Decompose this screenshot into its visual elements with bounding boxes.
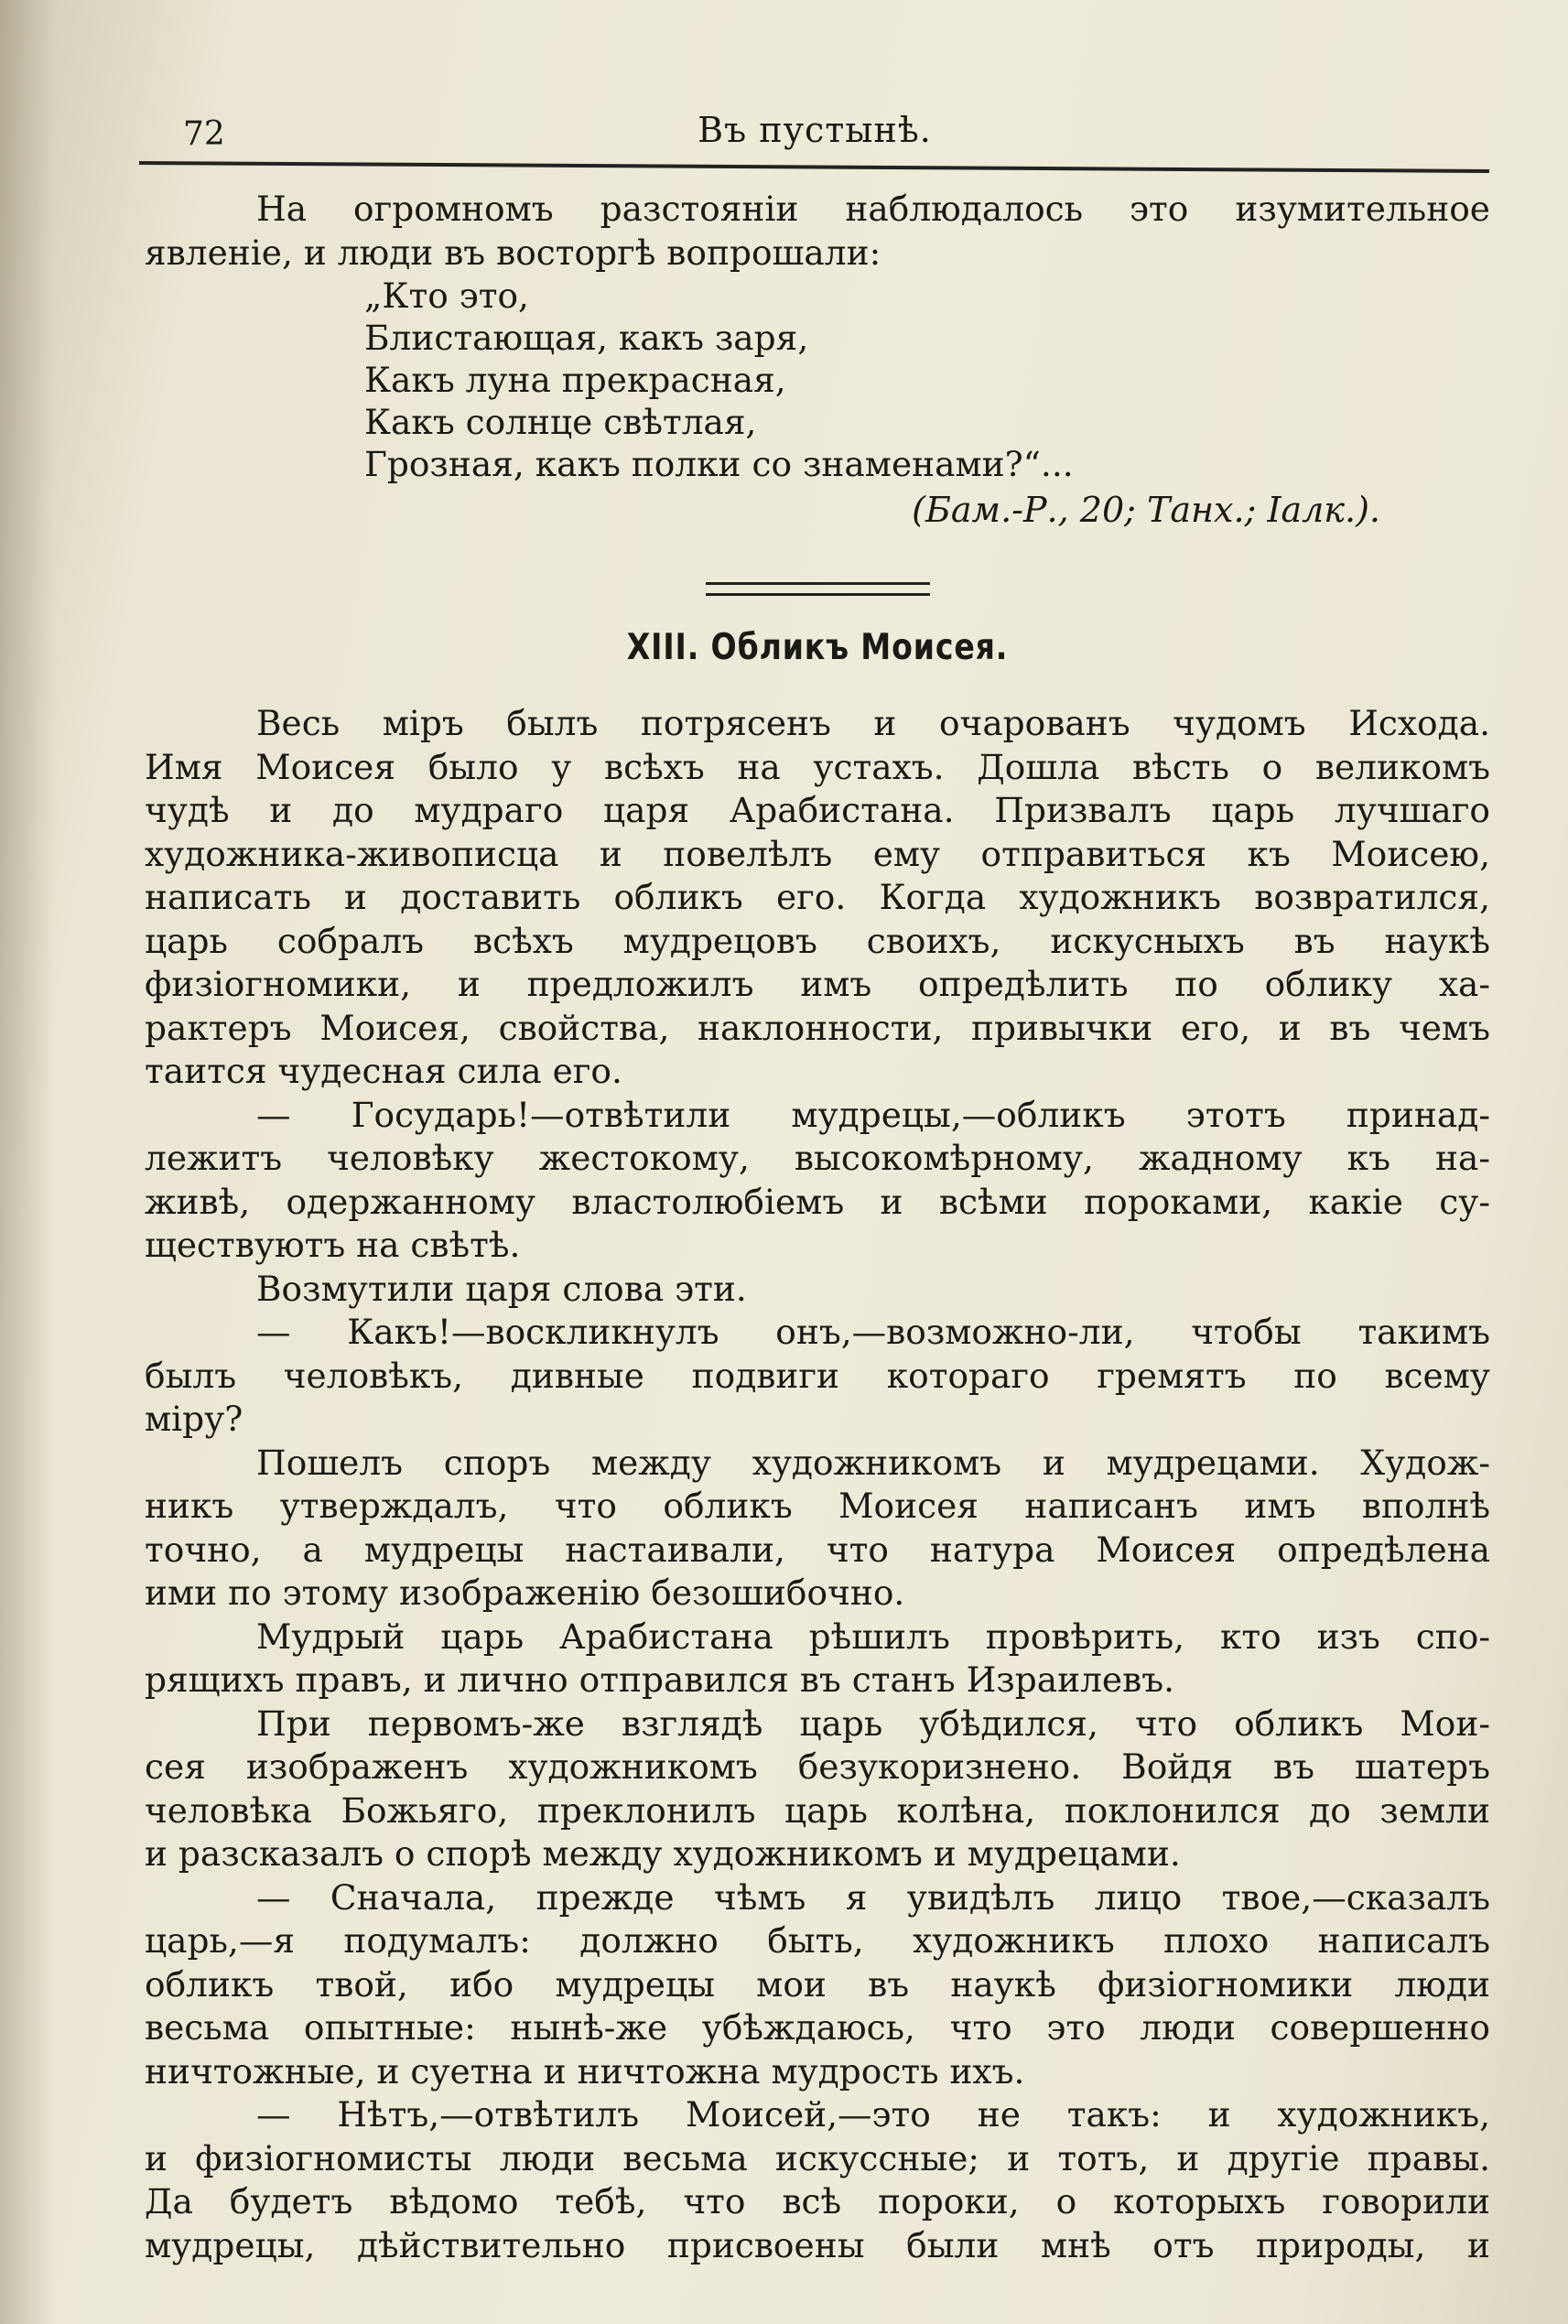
text-line: ими по этому изображенію безошибочно.	[145, 1573, 905, 1613]
running-title: Въ пустынѣ.	[697, 110, 932, 150]
paragraph	[145, 1876, 1490, 2094]
text-line: Пошелъ споръ между художникомъ и мудрецами. Худож-	[256, 1442, 1490, 1483]
page-number: 72	[183, 115, 225, 153]
text-line: обликъ твой, ибо мудрецы мои въ наукѣ физіогномики люди	[145, 1963, 1490, 2005]
text-line: человѣка Божьяго, преклонилъ царь колѣна, поклонился до земли	[145, 1789, 1490, 1831]
text-line: лежитъ человѣку жестокому, высокомѣрному, жадному къ на-	[145, 1138, 1490, 1178]
text-line: — Сначала, прежде чѣмъ я увидѣлъ лицо твое,—сказалъ	[256, 1876, 1490, 1918]
text-line: художника-живописца и повелѣлъ ему отправиться къ Моисею,	[145, 833, 1490, 874]
spine-shadow	[0, 0, 55, 2324]
verse-line: Грозная, какъ полки со знаменами?“...	[364, 444, 1074, 484]
text-line: ничтожные, и суетна и ничтожна мудрость ихъ.	[145, 2050, 1025, 2092]
text-line: — Нѣтъ,—отвѣтилъ Моисей,—это не такъ: и художникъ,	[256, 2094, 1490, 2135]
paragraph	[145, 1442, 1490, 1616]
text-line: и разсказалъ о спорѣ между художникомъ и мудрецами.	[145, 1833, 1181, 1874]
text-line: Возмутили царя слова эти.	[256, 1268, 747, 1309]
text-line: ществуютъ на свѣтѣ.	[145, 1225, 521, 1265]
paragraph	[145, 2093, 1490, 2267]
text-line: точно, а мудрецы настаивали, что натура Моисея опредѣлена	[145, 1529, 1490, 1570]
text-line: рактеръ Моисея, свойства, наклонности, привычки его, и въ чемъ	[145, 1007, 1490, 1048]
verse-line: „Кто это,	[364, 276, 529, 316]
verse-quote	[145, 275, 1490, 485]
text-line: чудѣ и до мудраго царя Арабистана. Призвалъ царь лучшаго	[145, 790, 1490, 830]
paragraph	[145, 1616, 1490, 1702]
section-heading: XIII. Обликъ Моисея.	[626, 627, 1009, 668]
paragraph	[145, 1702, 1490, 1876]
verse-line: Блистающая, какъ заря,	[364, 318, 809, 358]
page-header	[137, 103, 1492, 167]
text-line: живѣ, одержанному властолюбіемъ и всѣми пороками, какіе су-	[145, 1181, 1490, 1222]
paragraph	[145, 1311, 1490, 1442]
text-line: былъ человѣкъ, дивные подвиги котораго гремятъ по всему	[145, 1355, 1490, 1396]
paragraph	[145, 702, 1490, 1094]
verse-line: Какъ солнце свѣтлая,	[364, 402, 757, 442]
text-line: и физіогномисты люди весьма искуссные; и тотъ, и другіе правы.	[145, 2137, 1490, 2178]
text-line: Да будетъ вѣдомо тебѣ, что всѣ пороки, о которыхъ говорили	[145, 2181, 1490, 2221]
text-line: царь,—я подумалъ: должно быть, художникъ плохо написалъ	[145, 1920, 1490, 1961]
text-line: физіогномики, и предложилъ имъ опредѣлить по облику ха-	[145, 964, 1490, 1004]
text-line: весьма опытные: нынѣ-же убѣждаюсь, что это люди совершенно	[145, 2007, 1490, 2048]
text-line: явленіе, и люди въ восторгѣ вопрошали:	[145, 232, 881, 273]
text-line: Мудрый царь Арабистана рѣшилъ провѣрить, кто изъ спо-	[256, 1616, 1490, 1657]
text-line: — Какъ!—воскликнулъ онъ,—возможно-ли, чтобы такимъ	[256, 1312, 1490, 1352]
text-line: сея изображенъ художникомъ безукоризнено. Войдя въ шатеръ	[145, 1746, 1490, 1787]
text-line: рящихъ правъ, и лично отправился въ станъ Израилевъ.	[145, 1659, 1174, 1700]
text-line: — Государь!—отвѣтили мудрецы,—обликъ этотъ принад-	[256, 1094, 1490, 1135]
text-line: написать и доставить обликъ его. Когда художникъ возвратился,	[145, 877, 1490, 917]
text-line: Имя Моисея было у всѣхъ на устахъ. Дошла вѣсть о великомъ	[145, 746, 1490, 787]
text-line: никъ утверждалъ, что обликъ Моисея написанъ имъ вполнѣ	[145, 1486, 1490, 1526]
source-citation: (Бам.-Р., 20; Танх.; Іалк.).	[912, 490, 1380, 530]
text-line: Весь міръ былъ потрясенъ и очарованъ чудомъ Исхода.	[256, 703, 1490, 743]
paragraph	[145, 1268, 1490, 1312]
page-body	[145, 188, 1490, 2267]
text-line: царь собралъ всѣхъ мудрецовъ своихъ, искусныхъ въ наукѣ	[145, 920, 1490, 961]
section-divider	[706, 582, 930, 596]
text-line: таится чудесная сила его.	[145, 1051, 622, 1091]
text-line: На огромномъ разстояніи наблюдалось это изумительное	[256, 189, 1490, 229]
text-line: мудрецы, дѣйствительно присвоены были мнѣ отъ природы, и	[145, 2224, 1490, 2265]
verse-line: Какъ луна прекрасная,	[364, 360, 786, 400]
text-line: При первомъ-же взглядѣ царь убѣдился, что обликъ Мои-	[256, 1702, 1490, 1744]
text-line: міру?	[145, 1399, 243, 1439]
paragraph	[145, 1094, 1490, 1268]
